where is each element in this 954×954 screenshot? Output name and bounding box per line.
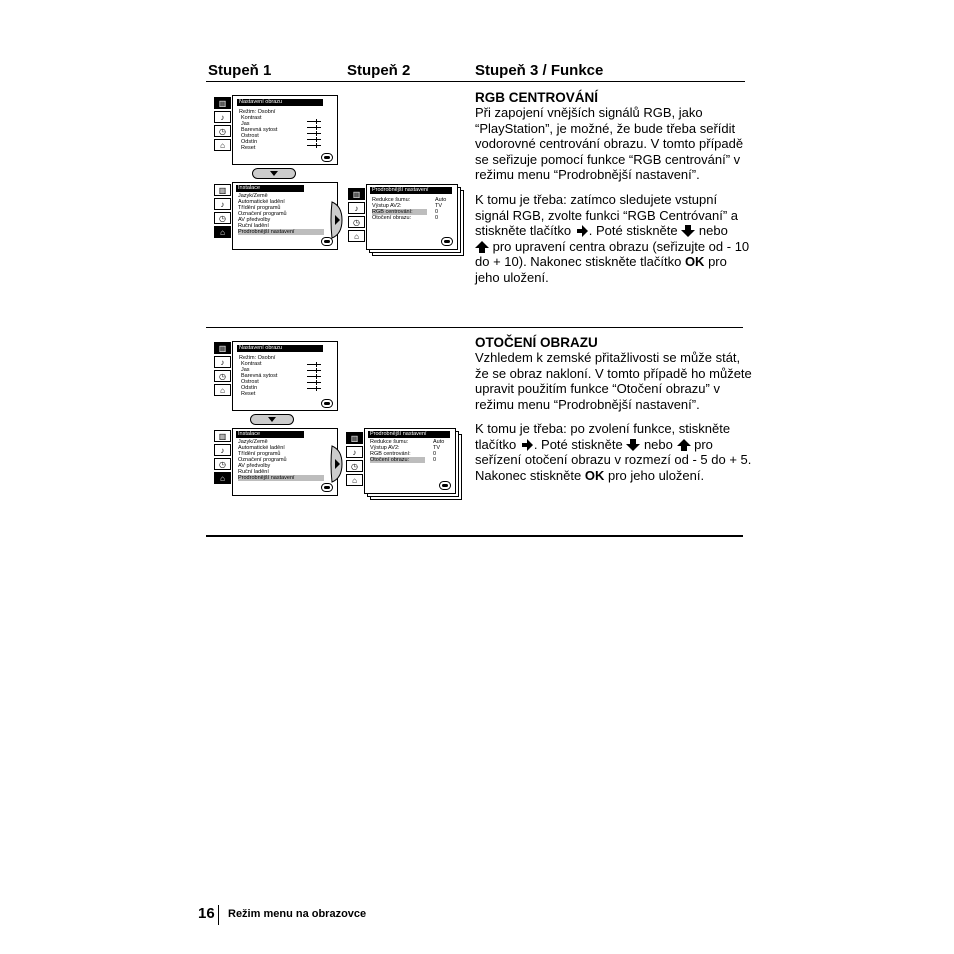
menu-item: Ruční ladění xyxy=(238,223,269,229)
arrow-down-icon xyxy=(681,225,695,237)
slider-bar xyxy=(307,127,321,128)
menu-item: Odstín xyxy=(241,139,258,145)
arrow-up-icon xyxy=(475,241,489,253)
rgb-section-title: RGB CENTROVÁNÍ xyxy=(475,90,599,105)
menu-item: Otočení obrazu: xyxy=(372,215,412,221)
slider-bar xyxy=(307,388,321,389)
menu-item: Kontrast xyxy=(241,115,262,121)
setup-tab-icon: ⌂ xyxy=(214,384,231,396)
install-menu-panel xyxy=(232,428,338,496)
menu-value: TV xyxy=(433,445,441,451)
slider-bar xyxy=(307,382,321,383)
menu-value: TV xyxy=(435,203,443,209)
menu-item: Výstup AV2: xyxy=(370,445,400,451)
slider-bar xyxy=(307,145,321,146)
menu-value: 0 xyxy=(433,451,437,457)
menu-item: Režim: Osobní xyxy=(239,109,276,115)
slider-bar xyxy=(307,133,321,134)
menu-item: Redukce šumu: xyxy=(370,439,409,445)
arrow-down-icon xyxy=(251,415,293,424)
sound-tab-icon: ♪ xyxy=(214,198,231,210)
menu-item: Třídění programů xyxy=(238,205,281,211)
menu-item: Barevná sytost xyxy=(241,373,278,379)
slider-bar xyxy=(307,121,321,122)
menu-value: 0 xyxy=(435,215,439,221)
picture-tab-icon: ▥ xyxy=(214,430,231,442)
section-divider xyxy=(206,327,743,328)
header-rule xyxy=(206,81,745,82)
picture-menu-panel xyxy=(232,341,338,411)
menu-item: Barevná sytost xyxy=(241,127,278,133)
rgb-paragraph-1: Při zapojení vnějších signálů RGB, jako “PlayStation”, je možné, že bude třeba seřídit vodorovné centrování obrazu. V tomto případě se seřizuje pomocí funkce “RGB centrování” v režimu menu “Prodrobnější nastavení”. xyxy=(475,105,744,182)
menu-item: Ostrost xyxy=(241,379,259,385)
menu-item: Označení programů xyxy=(238,211,287,217)
footer-divider xyxy=(218,905,219,925)
ok-button-icon xyxy=(441,237,453,246)
menu-item: Výstup AV2: xyxy=(372,203,402,209)
menu-item: Ruční ladění xyxy=(238,469,269,475)
setup-tab-icon: ⌂ xyxy=(214,472,231,484)
picture-tab-icon: ▥ xyxy=(214,97,231,109)
menu-item: Jas xyxy=(241,121,250,127)
detail-menu-panel xyxy=(366,184,458,250)
menu-item-selected: Prodrobnější nastavení xyxy=(238,475,324,481)
timer-tab-icon: ◷ xyxy=(214,458,231,470)
install-menu-panel xyxy=(232,182,338,250)
stage-1-heading: Stupeň 1 xyxy=(208,62,272,79)
menu-item: Označení programů xyxy=(238,457,287,463)
timer-tab-icon: ◷ xyxy=(348,216,365,228)
menu-value: 0 xyxy=(435,209,439,215)
menu-value: 0 xyxy=(433,457,437,463)
rgb-paragraph-2: K tomu je třeba: zatímco sledujete vstupní signál RGB, zvolte funkci “RGB Centróvaní” a stiskněte tlačítko . Poté stiskněte nebo pro upravení centra obrazu (seřizujte od - 10 do + 10). Nakonec stiskněte tlačítko OK pro jeho uložení. xyxy=(475,192,750,285)
detail-menu-title: Prodrobnější nastavení xyxy=(368,431,450,438)
detail-menu-panel xyxy=(364,428,456,494)
ok-button-icon xyxy=(321,153,333,162)
install-menu-title: Instalace xyxy=(236,431,304,438)
menu-item: Jazyk/Země xyxy=(238,439,268,445)
menu-item: AV předvolby xyxy=(238,217,271,223)
picture-tab-icon: ▥ xyxy=(214,342,231,354)
menu-item: Redukce šumu: xyxy=(372,197,411,203)
menu-item: Třídění programů xyxy=(238,451,281,457)
arrow-right-icon xyxy=(330,200,344,240)
picture-menu-title: Nastavení obrazu xyxy=(237,345,323,352)
menu-item: Automatické ladění xyxy=(238,199,285,205)
menu-item-selected: Prodrobnější nastavení xyxy=(238,229,324,235)
menu-value: Auto xyxy=(435,197,447,203)
menu-item: Odstín xyxy=(241,385,258,391)
arrow-down-icon xyxy=(253,169,295,178)
timer-tab-icon: ◷ xyxy=(346,460,363,472)
picture-menu-title: Nastavení obrazu xyxy=(237,99,323,106)
rotation-section-title: OTOČENÍ OBRAZU xyxy=(475,335,598,350)
rotation-diagram xyxy=(210,338,470,508)
footer-section-name: Režim menu na obrazovce xyxy=(228,908,367,920)
picture-menu-panel xyxy=(232,95,338,165)
stage-3-heading: Stupeň 3 / Funkce xyxy=(475,62,604,79)
timer-tab-icon: ◷ xyxy=(214,212,231,224)
menu-item-selected: RGB centrování: xyxy=(372,209,427,215)
rotation-paragraph-1: Vzhledem k zemské přitažlivosti se může stát, že se obraz nakloní. V tomto případě ho můžete upravit použitím funkce “Otočení obrazu” v režimu menu “Prodrobnější nastavení”. xyxy=(475,350,752,412)
arrow-up-icon xyxy=(677,439,691,451)
setup-tab-icon: ⌂ xyxy=(214,226,231,238)
setup-tab-icon: ⌂ xyxy=(346,474,363,486)
arrow-down-icon xyxy=(626,439,640,451)
menu-item: Režim: Osobní xyxy=(239,355,276,361)
arrow-right-icon xyxy=(520,439,534,451)
sound-tab-icon: ♪ xyxy=(214,356,231,368)
sound-tab-icon: ♪ xyxy=(214,444,231,456)
menu-item-selected: Otočení obrazu: xyxy=(370,457,425,463)
slider-bar xyxy=(307,139,321,140)
sound-tab-icon: ♪ xyxy=(348,202,365,214)
slider-bar xyxy=(307,376,321,377)
menu-item: Reset xyxy=(241,145,256,151)
timer-tab-icon: ◷ xyxy=(214,125,231,137)
timer-tab-icon: ◷ xyxy=(214,370,231,382)
menu-item: Automatické ladění xyxy=(238,445,285,451)
arrow-right-icon xyxy=(575,225,589,237)
arrow-right-icon xyxy=(330,444,344,484)
menu-item: AV předvolby xyxy=(238,463,271,469)
menu-item: Jas xyxy=(241,367,250,373)
stage-2-heading: Stupeň 2 xyxy=(347,62,411,79)
slider-bar xyxy=(307,370,321,371)
setup-tab-icon: ⌂ xyxy=(214,139,231,151)
menu-item: Ostrost xyxy=(241,133,259,139)
down-arrow-pill xyxy=(252,168,296,179)
section-end-rule xyxy=(206,535,743,537)
setup-tab-icon: ⌂ xyxy=(348,230,365,242)
menu-item: Reset xyxy=(241,391,256,397)
menu-item: RGB centrování: xyxy=(370,451,411,457)
rgb-diagram xyxy=(210,92,470,262)
picture-tab-icon: ▥ xyxy=(348,188,365,200)
sound-tab-icon: ♪ xyxy=(214,111,231,123)
ok-button-icon xyxy=(321,399,333,408)
menu-value: Auto xyxy=(433,439,445,445)
detail-menu-title: Prodrobnější nastavení xyxy=(370,187,452,194)
sound-tab-icon: ♪ xyxy=(346,446,363,458)
menu-item: Jazyk/Země xyxy=(238,193,268,199)
rotation-paragraph-2: K tomu je třeba: po zvolení funkce, stiskněte tlačítko . Poté stiskněte nebo pro seřízení otočení obrazu v rozmezí od - 5 do + 5. Nakonec stiskněte OK pro jeho uložení. xyxy=(475,421,752,483)
down-arrow-pill xyxy=(250,414,294,425)
page-number: 16 xyxy=(198,905,215,922)
picture-tab-icon: ▥ xyxy=(214,184,231,196)
menu-item: Kontrast xyxy=(241,361,262,367)
ok-button-icon xyxy=(439,481,451,490)
slider-bar xyxy=(307,364,321,365)
install-menu-title: Instalace xyxy=(236,185,304,192)
picture-tab-icon: ▥ xyxy=(346,432,363,444)
ok-button-icon xyxy=(321,483,333,492)
